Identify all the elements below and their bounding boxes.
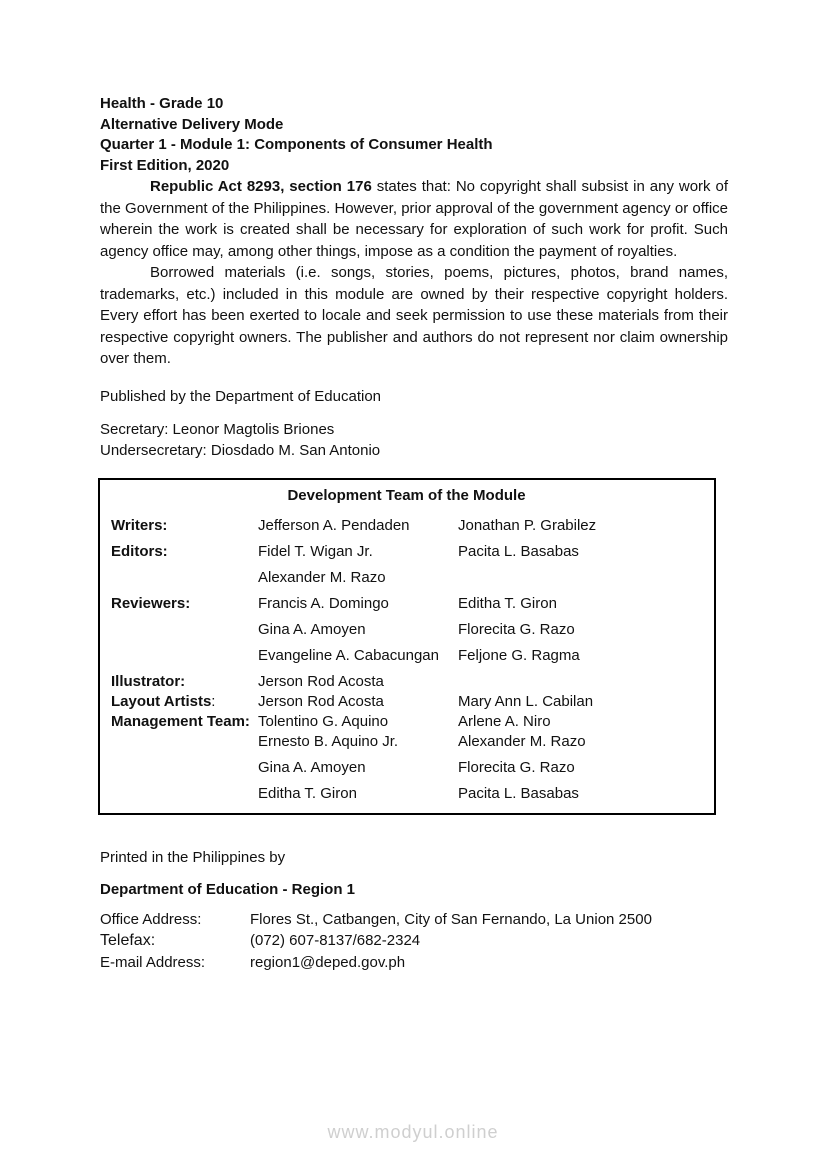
row-label xyxy=(111,648,258,663)
table-row xyxy=(111,694,702,709)
contact-block xyxy=(100,909,728,974)
row-name-2: Editha T. Giron xyxy=(458,594,557,612)
contact-row-telefax xyxy=(100,930,728,952)
table-row xyxy=(111,760,702,775)
borrowed-materials-paragraph: Borrowed materials (i.e. songs, stories, poems, pictures, photos, brand names, trademarks, etc.) included in this module are owned by their respective copyright holders. Every effort has been exerted to locale and seek permission to use these materials from their respective copyright owners. The publisher and authors do not represent nor claim ownership over them. xyxy=(100,264,728,367)
contact-value: region1@deped.gov.ph xyxy=(250,953,406,971)
copyright-paragraph xyxy=(100,176,728,262)
row-label xyxy=(111,622,258,637)
module-title-block xyxy=(100,94,728,176)
table-row xyxy=(111,648,702,663)
module-mode-line: Alternative Delivery Mode xyxy=(100,115,284,133)
republic-act-lead: Republic Act 8293, section 176 xyxy=(150,178,372,195)
row-name-1: Gina A. Amoyen xyxy=(258,758,366,776)
row-label: Management Team: xyxy=(111,712,250,730)
officials-block xyxy=(100,419,728,461)
row-name-2: Feljone G. Ragma xyxy=(458,646,580,664)
row-label xyxy=(111,570,258,585)
row-label xyxy=(111,786,258,801)
row-name-1: Francis A. Domingo xyxy=(258,594,389,612)
row-label: Writers: xyxy=(111,516,168,534)
row-name-1: Alexander M. Razo xyxy=(258,568,386,586)
table-row xyxy=(111,622,702,637)
table-row xyxy=(111,674,702,689)
row-name-2 xyxy=(458,674,702,689)
agency-name: Department of Education - Region 1 xyxy=(100,880,356,898)
secretary-line: Secretary: Leonor Magtolis Briones xyxy=(100,420,335,438)
row-label xyxy=(111,734,258,749)
row-name-2: Mary Ann L. Cabilan xyxy=(458,692,594,710)
page-content xyxy=(100,0,728,973)
module-quarter-line: Quarter 1 - Module 1: Components of Consumer Health xyxy=(100,136,493,153)
contact-value: Flores St., Catbangen, City of San Fernando, La Union 2500 xyxy=(250,910,652,928)
table-row xyxy=(111,570,702,585)
row-name-2: Arlene A. Niro xyxy=(458,712,551,730)
row-name-1: Ernesto B. Aquino Jr. xyxy=(258,732,399,750)
row-name-1: Jerson Rod Acosta xyxy=(258,692,384,710)
contact-row-email xyxy=(100,952,728,974)
table-row xyxy=(111,596,702,611)
printed-in-line: Printed in the Philippines by xyxy=(100,848,286,866)
contact-label: Office Address: xyxy=(100,910,202,928)
watermark-text: www.modyul.online xyxy=(327,1122,499,1142)
module-subject-line: Health - Grade 10 xyxy=(100,95,224,112)
table-row xyxy=(111,544,702,559)
row-name-1: Fidel T. Wigan Jr. xyxy=(258,542,373,560)
table-row xyxy=(111,786,702,801)
row-name-2: Jonathan P. Grabilez xyxy=(458,516,597,534)
row-name-2: Pacita L. Basabas xyxy=(458,784,579,802)
row-name-2 xyxy=(458,570,702,585)
row-label: Illustrator: xyxy=(111,672,186,690)
row-name-1: Gina A. Amoyen xyxy=(258,620,366,638)
republic-act-text: states that: No copyright shall subsist in any work of the Government of the Philippines. However, prior approval of the government agency or office wherein the work is created shall be necessary for exploration of such work for profit. Such agency office may, among other things, impose as a condition the payment of royalties. xyxy=(100,178,729,260)
row-label: Layout Artists: xyxy=(111,692,216,710)
development-team-box xyxy=(98,478,716,815)
row-name-2: Florecita G. Razo xyxy=(458,620,575,638)
row-name-2: Pacita L. Basabas xyxy=(458,542,579,560)
row-name-1: Tolentino G. Aquino xyxy=(258,712,389,730)
contact-value: (072) 607-8137/682-2324 xyxy=(250,932,421,949)
table-row xyxy=(111,714,702,729)
contact-label: Telefax: xyxy=(100,932,156,949)
row-name-1: Jerson Rod Acosta xyxy=(258,672,384,690)
contact-label: E-mail Address: xyxy=(100,953,206,971)
development-team-title: Development Team of the Module xyxy=(287,486,526,504)
row-label: Reviewers: xyxy=(111,594,191,612)
row-label xyxy=(111,760,258,775)
contact-row-office-address xyxy=(100,909,728,931)
row-name-1: Jefferson A. Pendaden xyxy=(258,516,410,534)
row-name-2: Alexander M. Razo xyxy=(458,732,586,750)
row-name-1: Evangeline A. Cabacungan xyxy=(258,646,439,664)
row-label: Editors: xyxy=(111,542,168,560)
table-row xyxy=(111,734,702,749)
table-row xyxy=(111,518,702,533)
published-by-line: Published by the Department of Education xyxy=(100,387,382,405)
row-name-2: Florecita G. Razo xyxy=(458,758,575,776)
row-name-1: Editha T. Giron xyxy=(258,784,357,802)
undersecretary-line: Undersecretary: Diosdado M. San Antonio xyxy=(100,441,381,459)
module-edition-line: First Edition, 2020 xyxy=(100,156,230,174)
